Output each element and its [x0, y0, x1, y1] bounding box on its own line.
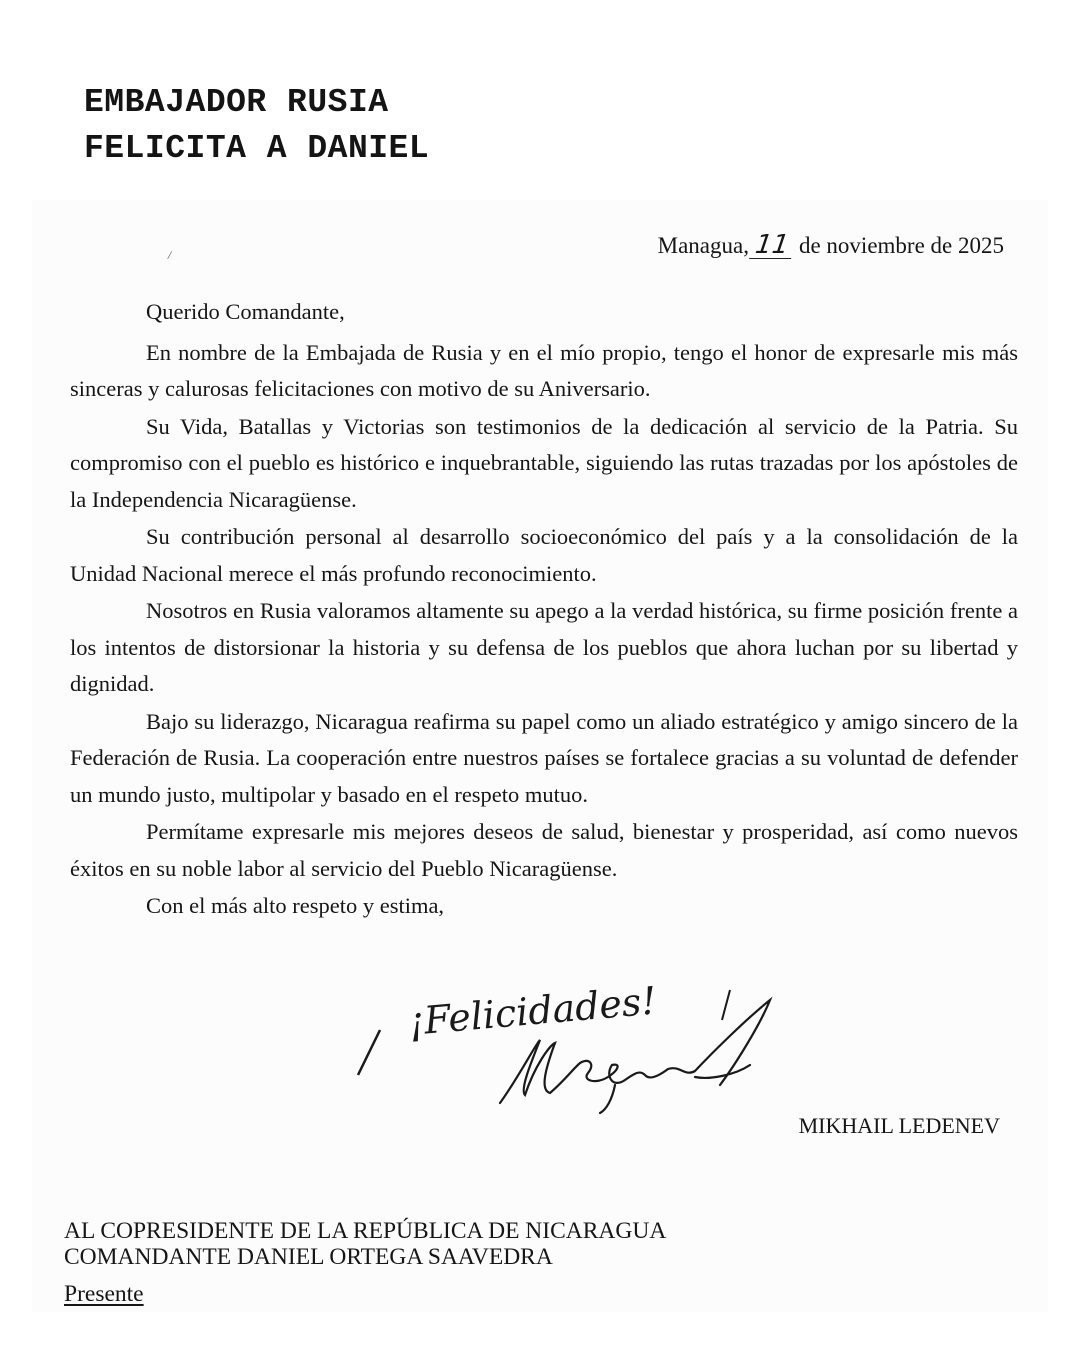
letter-recipient [64, 1218, 666, 1307]
recipient-line-2: COMANDANTE DANIEL ORTEGA SAAVEDRA [64, 1244, 553, 1270]
letter-paragraph: Su Vida, Batallas y Victorias son testimonios de la dedicación al servicio de la Patria. Su compromiso con el pueblo es histórico e inquebrantable, siguiendo las rutas trazadas por los apóstoles de la Independencia Nicaragüense. [70, 413, 1018, 512]
letter-salutation: Querido Comandante, [146, 299, 345, 324]
letter-paragraph: En nombre de la Embajada de Rusia y en el mío propio, tengo el honor de expresarle mis más sinceras y calurosas felicitaciones con motivo de su Aniversario. [70, 339, 1018, 401]
handwritten-signature [350, 985, 820, 1115]
headline-line-2: FELICITA A DANIEL [84, 130, 430, 167]
signer-name: MIKHAIL LEDENEV [798, 1113, 1000, 1138]
headline-line-1: EMBAJADOR RUSIA [84, 84, 389, 121]
letter-paragraph: Su contribución personal al desarrollo socioeconómico del país y a la consolidación de la Unidad Nacional merece el más profundo reconocimiento. [70, 524, 1018, 586]
letter-dateline [658, 232, 1004, 259]
recipient-line-1: AL COPRESIDENTE DE LA REPÚBLICA DE NICARAGUA [64, 1218, 667, 1244]
handwritten-note: ¡Felicidades! [406, 985, 659, 1044]
signature-stroke [358, 1030, 380, 1075]
signature-drawing [350, 985, 820, 1115]
letter-closing: Con el más alto respeto y estima, [146, 893, 445, 918]
headline [84, 80, 429, 172]
letter-paragraph: Bajo su liderazgo, Nicaragua reafirma su papel como un aliado estratégico y amigo sincero de la Federación de Rusia. La cooperación entre nuestros países se fortalece gracias a su voluntad de defender un mundo justo, multipolar y basado en el respeto mutuo. [70, 708, 1018, 807]
letter-paragraph: Permítame expresarle mis mejores deseos de salud, bienestar y prosperidad, así como nuevos éxitos en su noble labor al servicio del Pueblo Nicaragüense. [70, 819, 1018, 881]
recipient-presente: Presente [64, 1281, 144, 1307]
date-day-handwritten: 11 [749, 232, 795, 259]
date-city: Managua, [657, 233, 749, 258]
scan-mark: / [166, 247, 173, 263]
signature-stroke [722, 990, 730, 1020]
letter-body [70, 294, 1018, 925]
letter-paragraph: Nosotros en Rusia valoramos altamente su apego a la verdad histórica, su firme posición frente a los intentos de distorsionar la historia y su defensa de los pueblos que ahora luchan por su libertad y dignidad. [70, 598, 1018, 696]
date-rest: de noviembre de 2025 [798, 233, 1004, 258]
